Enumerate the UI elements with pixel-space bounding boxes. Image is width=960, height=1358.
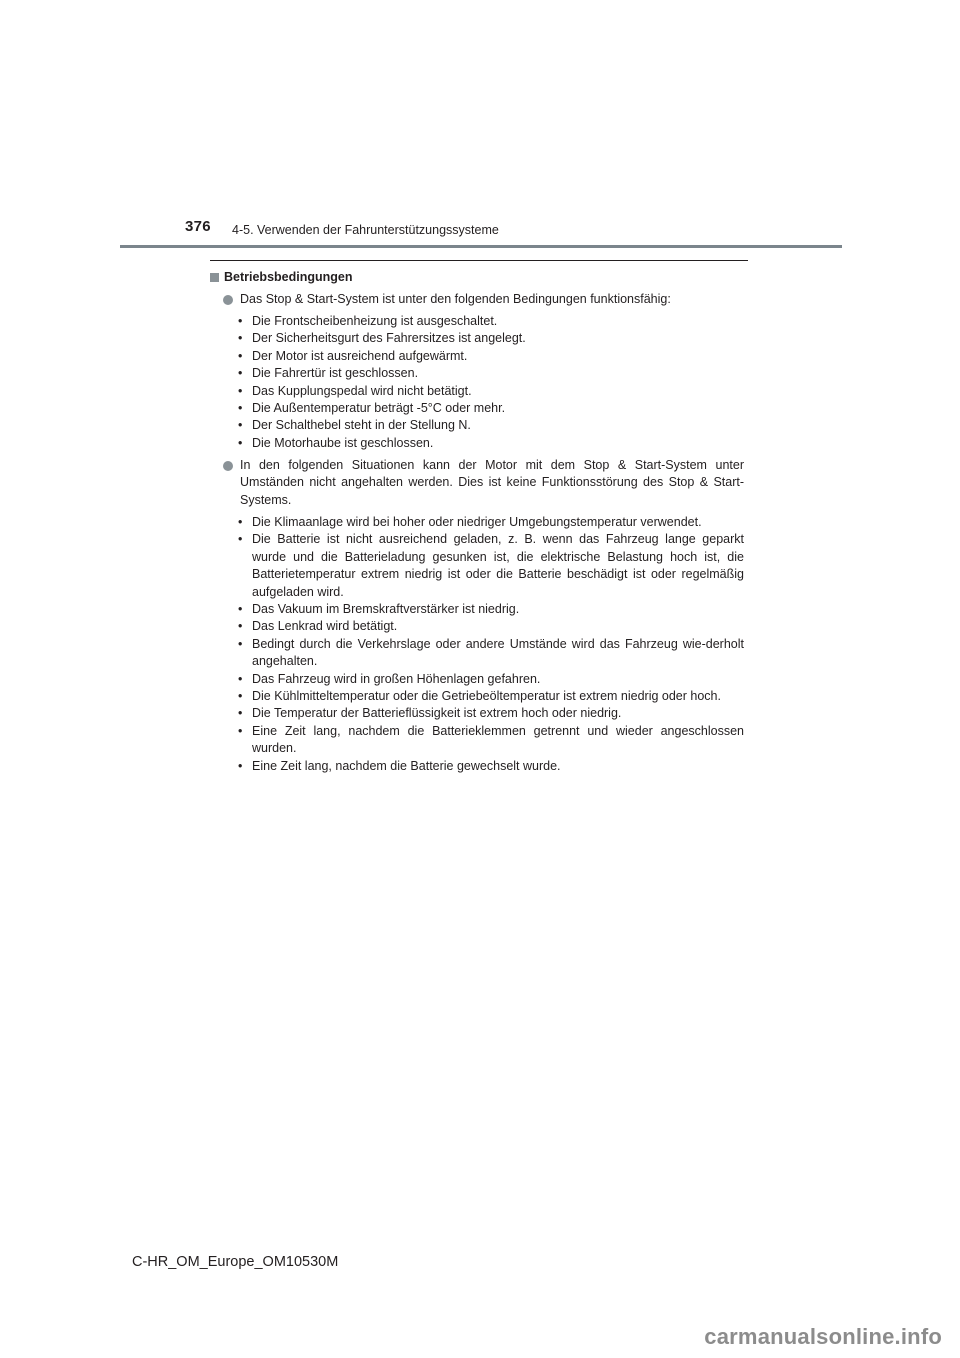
list-item: • Das Lenkrad wird betätigt. bbox=[238, 618, 744, 635]
list-item: • Die Batterie ist nicht ausreichend geladen, z. B. wenn das Fahrzeug lange geparkt wurde und die Batterieladung gesunken ist, die elektrische Belastung hoch ist, die Batterietemperatur extrem niedrig ist oder die Batterie beschädigt ist oder regelmäßig aufgeladen wird. bbox=[238, 531, 744, 601]
footer-doc-id: C-HR_OM_Europe_OM10530M bbox=[132, 1254, 339, 1270]
section-heading bbox=[210, 270, 352, 284]
page-number: 376 bbox=[185, 218, 211, 235]
list-item: • Eine Zeit lang, nachdem die Batterieklemmen getrennt und wieder angeschlossen wurden. bbox=[238, 723, 744, 758]
list-item: • Das Fahrzeug wird in großen Höhenlagen gefahren. bbox=[238, 671, 744, 688]
list-item: • Der Sicherheitsgurt des Fahrersitzes ist angelegt. bbox=[238, 330, 744, 347]
point-non-stop-situations bbox=[224, 457, 744, 509]
list-item: • Die Kühlmitteltemperatur oder die Getriebeöltemperatur ist extrem niedrig oder hoch. bbox=[238, 688, 744, 705]
circle-bullet-icon bbox=[223, 295, 233, 305]
situations-list bbox=[238, 514, 744, 775]
list-item: • Das Vakuum im Bremskraftverstärker ist niedrig. bbox=[238, 601, 744, 618]
list-item: • Das Kupplungspedal wird nicht betätigt. bbox=[238, 383, 744, 400]
list-item: • Die Außentemperatur beträgt -5°C oder mehr. bbox=[238, 400, 744, 417]
list-item: • Die Klimaanlage wird bei hoher oder niedriger Umgebungstemperatur verwendet. bbox=[238, 514, 744, 531]
list-item: • Eine Zeit lang, nachdem die Batterie gewechselt wurde. bbox=[238, 758, 744, 775]
circle-bullet-icon bbox=[223, 461, 233, 471]
square-bullet-icon bbox=[210, 273, 219, 282]
list-item: • Die Temperatur der Batterieflüssigkeit ist extrem hoch oder niedrig. bbox=[238, 705, 744, 722]
section-heading-text: Betriebsbedingungen bbox=[224, 270, 353, 284]
watermark: carmanualsonline.info bbox=[704, 1324, 942, 1349]
list-item: • Bedingt durch die Verkehrslage oder andere Umstände wird das Fahrzeug wie-derholt angehalten. bbox=[238, 636, 744, 671]
point-operating-conditions bbox=[224, 291, 744, 308]
list-item: • Der Schalthebel steht in der Stellung N. bbox=[238, 417, 744, 434]
list-item: • Der Motor ist ausreichend aufgewärmt. bbox=[238, 348, 744, 365]
conditions-list bbox=[238, 313, 744, 452]
header-rule bbox=[120, 245, 842, 248]
list-item: • Die Fahrertür ist geschlossen. bbox=[238, 365, 744, 382]
point-text: In den folgenden Situationen kann der Motor mit dem Stop & Start-System unter Umständen nicht angehalten werden. Dies ist keine Funktionsstörung des Stop & Start-Systems. bbox=[240, 458, 744, 507]
section-divider bbox=[210, 260, 748, 261]
point-text: Das Stop & Start-System ist unter den folgenden Bedingungen funktionsfähig: bbox=[240, 292, 671, 306]
list-item: • Die Motorhaube ist geschlossen. bbox=[238, 435, 744, 452]
list-item: • Die Frontscheibenheizung ist ausgeschaltet. bbox=[238, 313, 744, 330]
chapter-title: 4-5. Verwenden der Fahrunterstützungssysteme bbox=[232, 223, 499, 237]
